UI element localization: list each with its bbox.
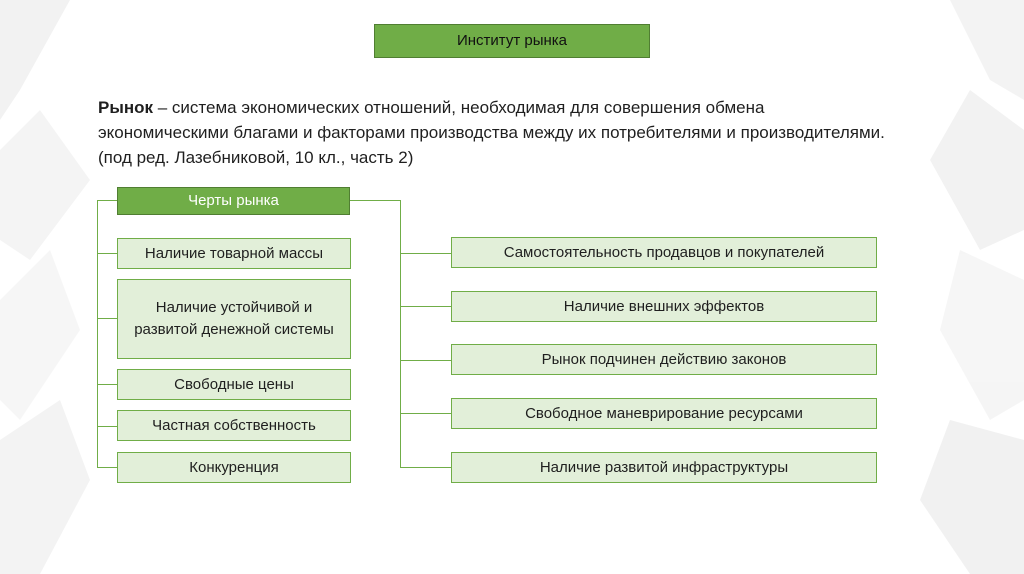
feature-right-5-text: Наличие развитой инфраструктуры [539, 458, 789, 476]
connector-left-4 [97, 426, 117, 427]
feature-right-1-text: Самостоятельность продавцов и покупателей [503, 243, 825, 261]
feature-right-2-text: Наличие внешних эффектов [563, 297, 765, 315]
feature-left-1 [117, 238, 351, 269]
feature-left-3 [117, 369, 351, 400]
feature-left-1-text: Наличие товарной массы [144, 244, 324, 262]
connector-right-5 [400, 467, 451, 468]
connector-right-top [350, 200, 401, 201]
connector-left-1 [97, 253, 117, 254]
feature-right-4 [451, 398, 877, 429]
connector-left-vertical [97, 200, 98, 468]
features-header-text: Черты рынка [188, 192, 279, 209]
connector-right-1 [400, 253, 451, 254]
title-text: Институт рынка [456, 32, 568, 49]
connector-right-3 [400, 360, 451, 361]
feature-right-2 [451, 291, 877, 322]
definition-text: – система экономических отношений, необходимая для совершения обмена экономическими благами и факторами производства между их потребителями и производителями. (под ред. Лазебниковой, 10 кл., часть 2) [98, 98, 885, 167]
features-header [117, 187, 350, 215]
feature-left-4-text: Частная собственность [152, 416, 316, 434]
connector-right-4 [400, 413, 451, 414]
title-box [374, 24, 650, 58]
connector-left-2 [97, 318, 117, 319]
feature-right-1 [451, 237, 877, 268]
feature-right-3 [451, 344, 877, 375]
connector-right-2 [400, 306, 451, 307]
connector-left-top [97, 200, 117, 201]
feature-left-3-text: Свободные цены [174, 375, 294, 393]
definition-term: Рынок [98, 98, 154, 117]
feature-left-5-text: Конкуренция [189, 458, 279, 476]
feature-left-4 [117, 410, 351, 441]
feature-right-4-text: Свободное маневрирование ресурсами [525, 404, 803, 422]
feature-right-3-text: Рынок подчинен действию законов [541, 350, 787, 368]
market-definition [98, 95, 898, 170]
feature-right-5 [451, 452, 877, 483]
feature-left-5 [117, 452, 351, 483]
connector-left-3 [97, 384, 117, 385]
connector-right-vertical [400, 200, 401, 468]
feature-left-2-text: Наличие устойчивой и развитой денежной системы [134, 299, 334, 338]
feature-left-2 [117, 279, 351, 359]
connector-left-5 [97, 467, 117, 468]
